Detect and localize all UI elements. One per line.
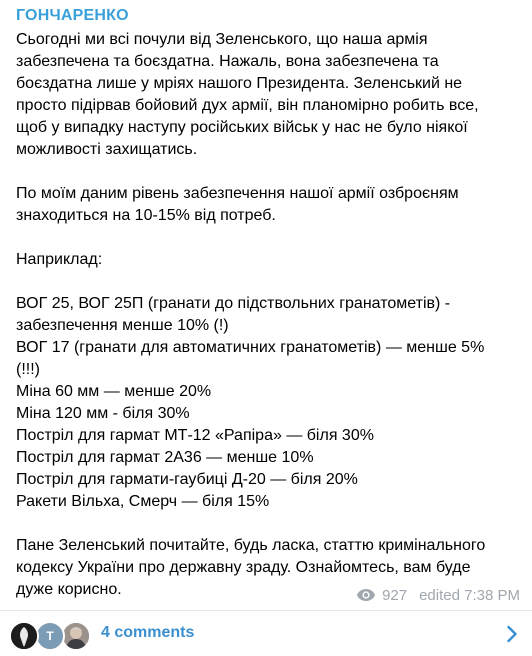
channel-author-name[interactable]: ГОНЧАРЕНКО: [16, 7, 129, 24]
message-line: можливості захищатись.: [16, 141, 198, 158]
paragraph-gap: [16, 513, 522, 535]
message-line: Наприклад:: [16, 251, 103, 268]
paragraph-gap: [16, 161, 522, 183]
chevron-right-icon[interactable]: [506, 625, 518, 643]
message-line: Постріл для гармат 2А36 — менше 10%: [16, 449, 314, 466]
comments-count-label[interactable]: 4 comments: [101, 624, 195, 641]
avatar: T: [35, 621, 65, 651]
message-line: (!!!): [16, 361, 40, 378]
message-line: Сьогодні ми всі почули від Зеленського, що наша армія: [16, 31, 428, 48]
view-count: 927: [382, 586, 408, 604]
eye-icon: [356, 588, 376, 602]
message-line: кодексу України про державну зраду. Ознайомтесь, вам буде: [16, 559, 471, 576]
avatar: [9, 621, 39, 651]
message-line: Постріл для гармати-гаубиці Д-20 — біля 20%: [16, 471, 358, 488]
message-line: Ракети Вільха, Смерч — біля 15%: [16, 493, 270, 510]
message-line: дуже корисно.: [16, 581, 122, 598]
message-line: Міна 60 мм — менше 20%: [16, 383, 212, 400]
comments-button[interactable]: [0, 611, 532, 656]
paragraph-gap: [16, 271, 522, 293]
message-line: щоб у випадку наступу російських військ у нас не було ніякої: [16, 119, 468, 136]
message-text: [16, 29, 522, 601]
message-line: ВОГ 17 (гранати для автоматичних гранатометів) — менше 5%: [16, 339, 485, 356]
message-line: ВОГ 25, ВОГ 25П (гранати до підствольних гранатометів) -: [16, 295, 451, 312]
avatar: [61, 621, 91, 651]
message-line: забезпечення менше 10% (!): [16, 317, 229, 334]
message-line: Постріл для гармат МТ-12 «Рапіра» — біля 30%: [16, 427, 374, 444]
edited-timestamp: edited 7:38 PM: [419, 586, 520, 604]
message-line: знаходиться на 10-15% від потреб.: [16, 207, 276, 224]
paragraph-gap: [16, 227, 522, 249]
message-line: Пане Зеленський почитайте, будь ласка, статтю кримінального: [16, 537, 486, 554]
message-line: По моїм даним рівень забезпечення нашої армії озброєням: [16, 185, 459, 202]
message-line: забезпечена та боєздатна. Нажаль, вона забезпечена та: [16, 53, 439, 70]
message-line: боєздатна лише у мріях нашого Президента. Зеленський не: [16, 75, 463, 92]
message-meta: [356, 585, 520, 605]
message-line: Міна 120 мм - біля 30%: [16, 405, 190, 422]
message-line: просто підірвав бойовий дух армії, він планомірно робить все,: [16, 97, 479, 114]
